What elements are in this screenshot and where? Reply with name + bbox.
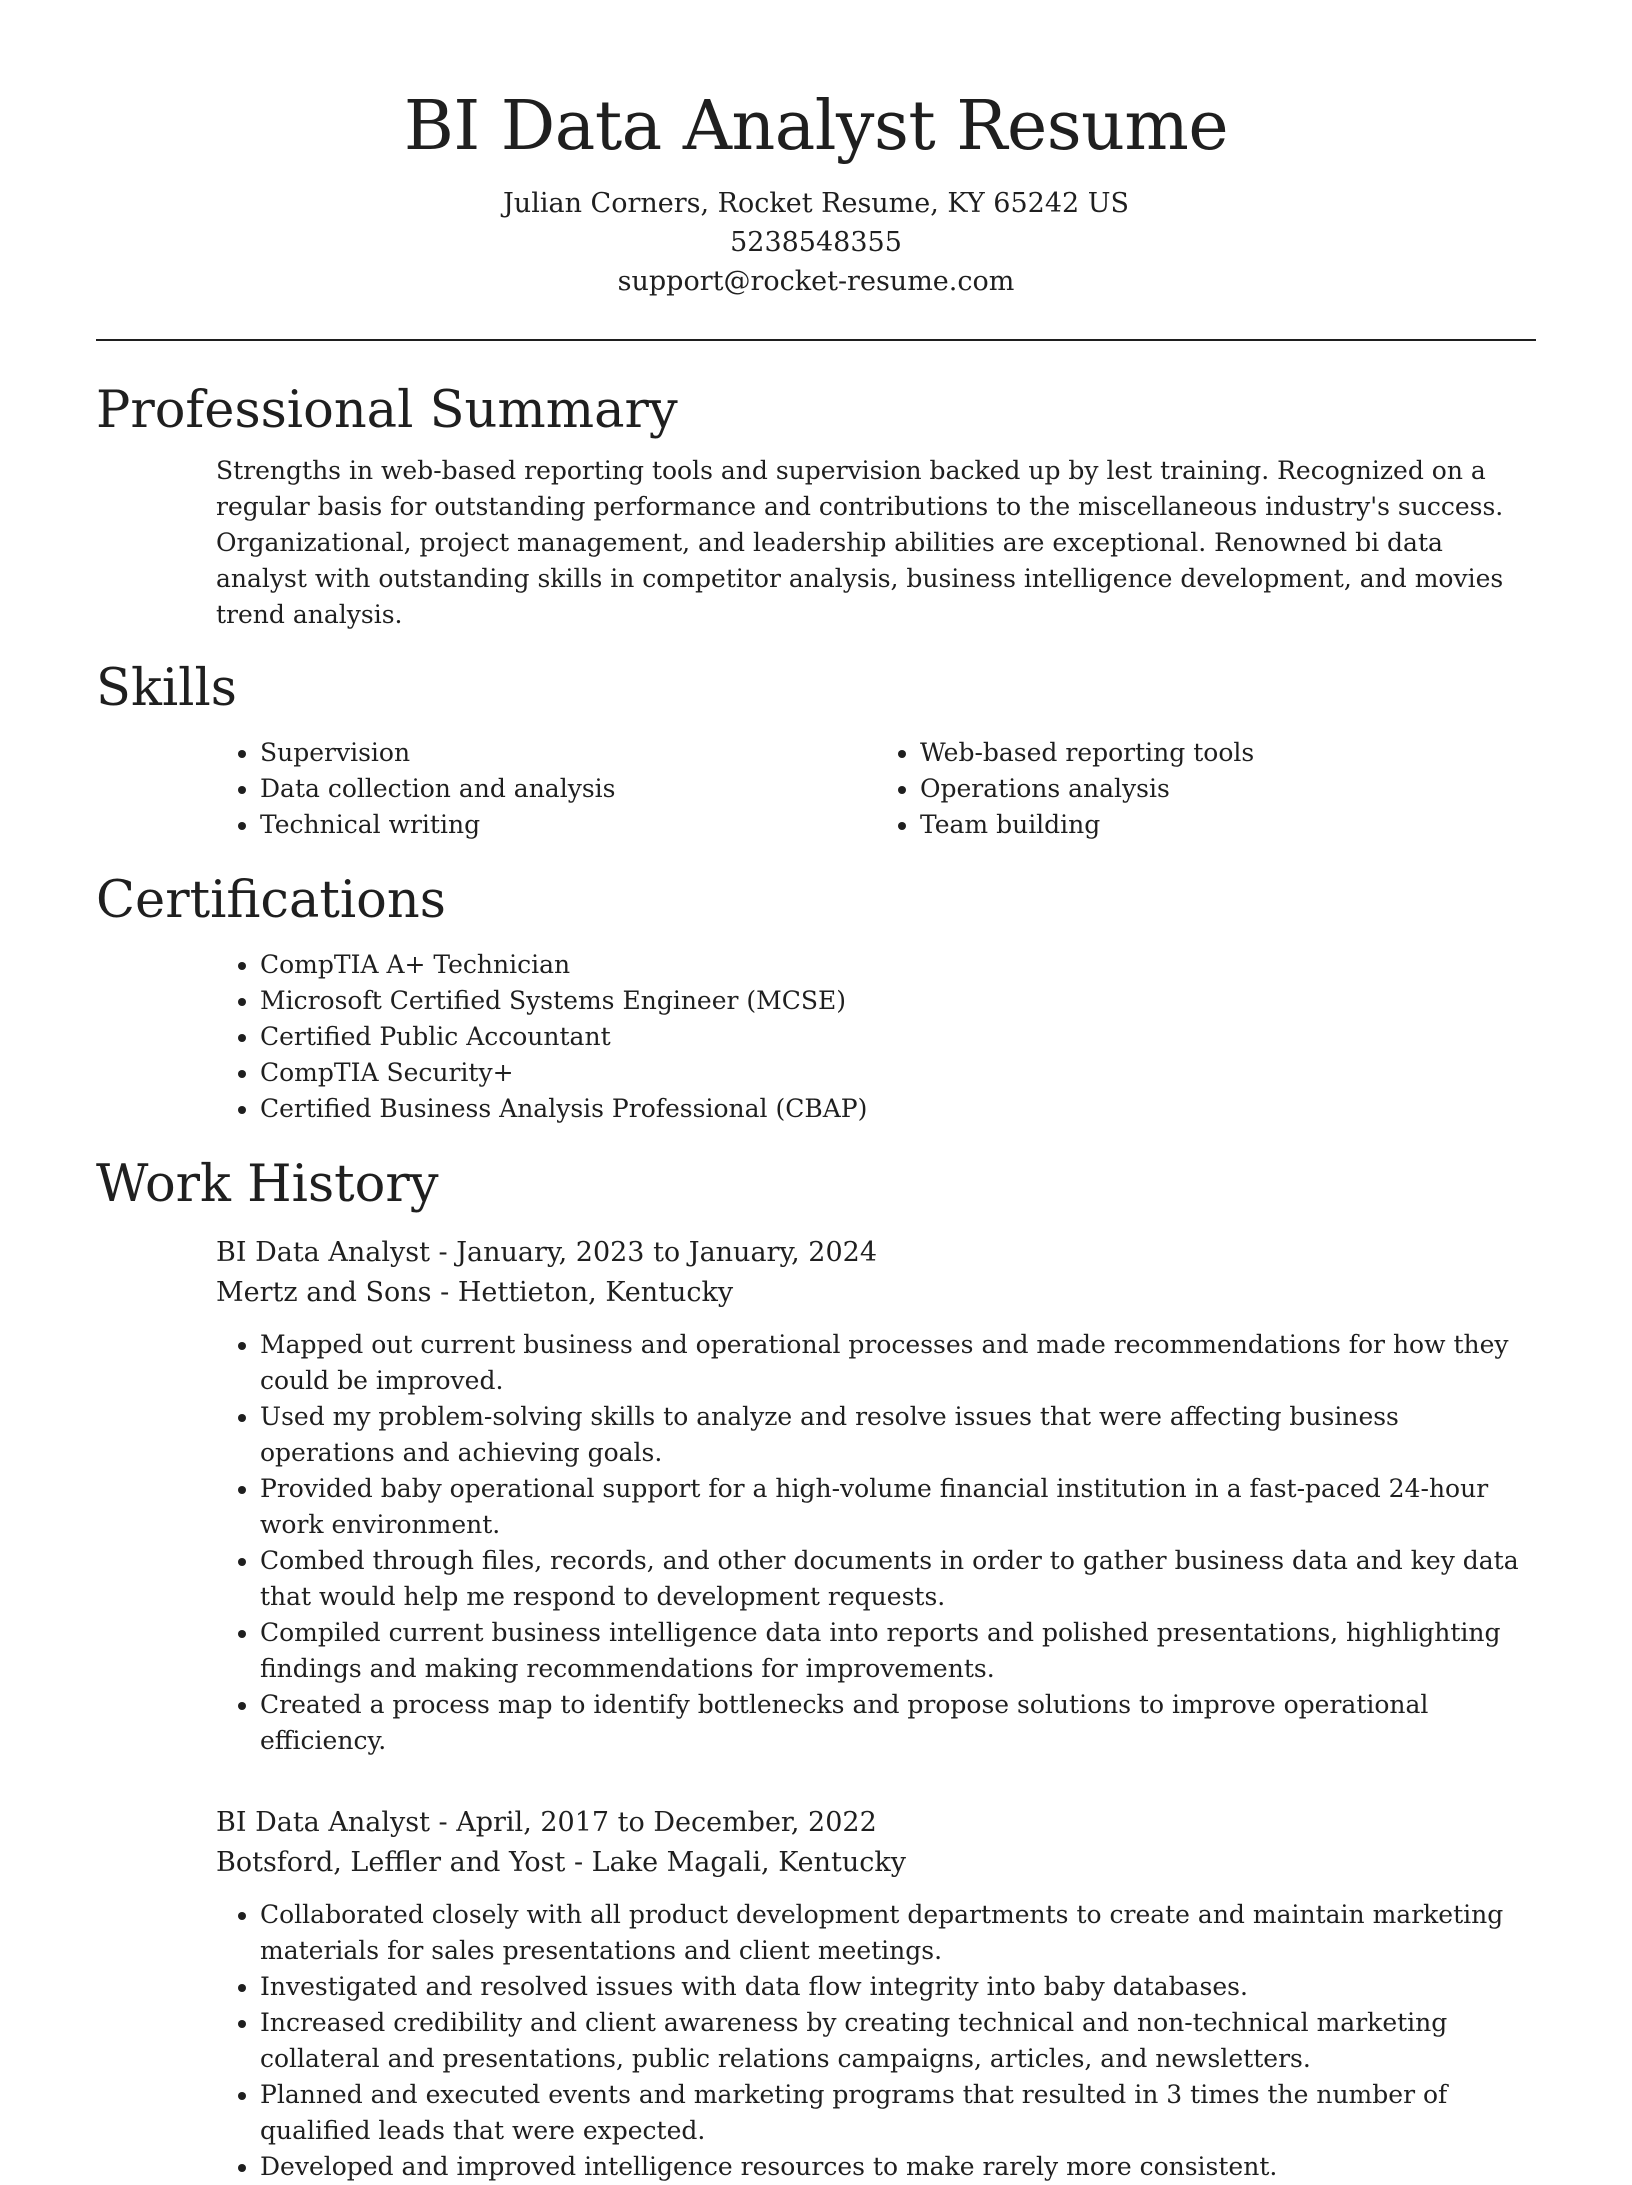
job-title-line: BI Data Analyst - April, 2017 to December, 2022 (216, 1807, 877, 1838)
resume-header (96, 0, 1536, 341)
professional-summary-section (96, 379, 1536, 633)
summary-text: Strengths in web-based reporting tools and supervision backed up by lest training. Recognized on a regular basis for outstanding performance and contributions to the miscellaneous industry's success. Organizational, project management, and leadership abilities are exceptional. Renowned bi data analyst with outstanding skills in competitor analysis, business intelligence development, and movies trend analysis. (216, 456, 1504, 629)
certification-item: • Microsoft Certified Systems Engineer (MCSE) (260, 983, 1536, 1019)
job-bullet: • Collaborated closely with all product development departments to create and maintain marketing materials for sales presentations and client meetings. (260, 1897, 1536, 1969)
section-heading-certifications: Certifications (96, 871, 446, 930)
work-history-section (96, 1153, 1536, 2185)
skills-column-1 (96, 735, 876, 843)
job-bullet-list (96, 1897, 1536, 2185)
job-bullet: • Compiled current business intelligence data into reports and polished presentations, highlighting findings and making recommendations for improvements. (260, 1615, 1536, 1687)
certifications-section (96, 869, 1536, 1127)
skill-item: • Technical writing (260, 807, 876, 843)
certification-item: • Certified Public Accountant (260, 1019, 1536, 1055)
job-title-line: BI Data Analyst - January, 2023 to January, 2024 (216, 1237, 877, 1268)
section-heading-summary: Professional Summary (96, 381, 678, 440)
job-bullet-list (96, 1327, 1536, 1759)
skill-item: • Team building (920, 807, 1536, 843)
skill-item: • Operations analysis (920, 771, 1536, 807)
job-bullet: • Planned and executed events and marketing programs that resulted in 3 times the number of qualified leads that were expected. (260, 2077, 1536, 2149)
skill-item: • Data collection and analysis (260, 771, 876, 807)
job-bullet: • Mapped out current business and operational processes and made recommendations for how they could be improved. (260, 1327, 1536, 1399)
job-bullet: • Provided baby operational support for a high-volume financial institution in a fast-paced 24-hour work environment. (260, 1471, 1536, 1543)
certifications-list (96, 947, 1536, 1127)
contact-address: Julian Corners, Rocket Resume, KY 65242 US (502, 188, 1130, 219)
section-heading-skills: Skills (96, 659, 237, 718)
job-bullet: • Developed and improved intelligence resources to make rarely more consistent. (260, 2149, 1536, 2185)
skills-grid (96, 735, 1536, 843)
certification-item: • Certified Business Analysis Professional (CBAP) (260, 1091, 1536, 1127)
job-company-line: Botsford, Leffler and Yost - Lake Magali, Kentucky (216, 1847, 906, 1878)
header-divider (96, 339, 1536, 341)
skills-section (96, 657, 1536, 843)
skill-item: • Web-based reporting tools (920, 735, 1536, 771)
section-heading-work-history: Work History (96, 1155, 439, 1214)
certification-item: • CompTIA Security+ (260, 1055, 1536, 1091)
job-bullet: • Created a process map to identify bottlenecks and propose solutions to improve operational efficiency. (260, 1687, 1536, 1759)
job-bullet: • Increased credibility and client awareness by creating technical and non-technical marketing collateral and presentations, public relations campaigns, articles, and newsletters. (260, 2005, 1536, 2077)
job-bullet: • Investigated and resolved issues with data flow integrity into baby databases. (260, 1969, 1536, 2005)
resume-title: BI Data Analyst Resume (403, 87, 1229, 166)
skills-column-2 (876, 735, 1536, 843)
job-bullet: • Combed through files, records, and other documents in order to gather business data and key data that would help me respond to development requests. (260, 1543, 1536, 1615)
contact-block (96, 184, 1536, 301)
contact-phone: 5238548355 (730, 227, 902, 258)
skill-item: • Supervision (260, 735, 876, 771)
certification-item: • CompTIA A+ Technician (260, 947, 1536, 983)
job-bullet: • Used my problem-solving skills to analyze and resolve issues that were affecting business operations and achieving goals. (260, 1399, 1536, 1471)
contact-email: support@rocket-resume.com (617, 266, 1015, 297)
job-entry (96, 1233, 1536, 1759)
job-entry (96, 1803, 1536, 2185)
job-company-line: Mertz and Sons - Hettieton, Kentucky (216, 1277, 734, 1308)
